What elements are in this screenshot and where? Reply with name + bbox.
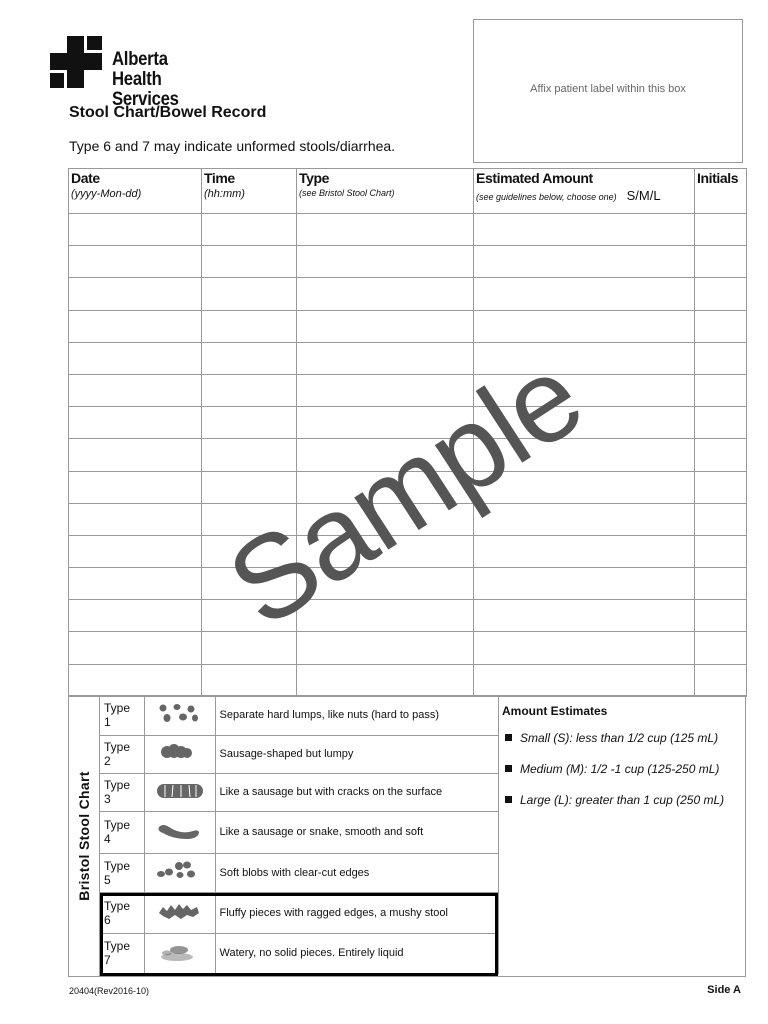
record-cell-date[interactable] <box>69 407 202 439</box>
record-row <box>69 374 747 406</box>
record-cell-type[interactable] <box>297 535 474 567</box>
col-initials-header: Initials <box>695 169 747 214</box>
record-cell-initials[interactable] <box>695 407 747 439</box>
record-cell-time[interactable] <box>202 439 297 471</box>
amount-item-medium: Medium (M): 1/2 -1 cup (125-250 mL) <box>502 762 746 793</box>
stool-type-image-cell <box>144 773 215 811</box>
record-cell-amount[interactable] <box>474 342 695 374</box>
record-cell-amount[interactable] <box>474 407 695 439</box>
sample-watermark: Sample <box>206 330 604 653</box>
record-cell-initials[interactable] <box>695 374 747 406</box>
record-cell-initials[interactable] <box>695 214 747 246</box>
bullet-icon <box>505 765 512 772</box>
bullet-icon <box>505 796 512 803</box>
stool-type-label: Type 5 <box>100 853 144 892</box>
record-cell-type[interactable] <box>297 568 474 600</box>
record-row <box>69 535 747 567</box>
record-cell-amount[interactable] <box>474 664 695 696</box>
record-row <box>69 471 747 503</box>
stool-type-row <box>100 696 498 735</box>
record-cell-initials[interactable] <box>695 535 747 567</box>
stool-type-description: Watery, no solid pieces. Entirely liquid <box>215 933 498 973</box>
record-cell-amount[interactable] <box>474 632 695 664</box>
stool-type-label: Type 1 <box>100 696 144 735</box>
record-row <box>69 632 747 664</box>
record-row <box>69 568 747 600</box>
org-name-line2: Services <box>112 89 179 110</box>
stool-type-label: Type 4 <box>100 811 144 853</box>
record-cell-time[interactable] <box>202 246 297 278</box>
record-row <box>69 310 747 342</box>
record-cell-time[interactable] <box>202 664 297 696</box>
record-cell-date[interactable] <box>69 310 202 342</box>
record-cell-type[interactable] <box>297 278 474 310</box>
amount-estimates <box>502 704 746 824</box>
record-cell-date[interactable] <box>69 214 202 246</box>
diarrhea-highlight-box <box>100 893 498 976</box>
ahs-logo <box>50 36 230 110</box>
stool-type-label: Type 2 <box>100 735 144 773</box>
record-cell-type[interactable] <box>297 632 474 664</box>
form-code: 20404(Rev2016-10) <box>69 986 150 996</box>
org-name <box>112 50 216 110</box>
record-cell-time[interactable] <box>202 471 297 503</box>
soft-blobs-icon <box>153 859 207 883</box>
record-cell-amount[interactable] <box>474 600 695 632</box>
stool-type-label: Type 3 <box>100 773 144 811</box>
stool-type-image-cell <box>144 735 215 773</box>
col-amount-header: Estimated Amount (see guidelines below, choose one) S/M/L <box>474 169 695 214</box>
record-cell-amount[interactable] <box>474 568 695 600</box>
record-cell-time[interactable] <box>202 278 297 310</box>
record-cell-type[interactable] <box>297 342 474 374</box>
smooth-sausage-icon <box>153 819 207 843</box>
record-cell-initials[interactable] <box>695 342 747 374</box>
record-row <box>69 214 747 246</box>
stool-type-row <box>100 853 498 892</box>
separate-lumps-icon <box>153 702 207 726</box>
cracked-sausage-icon <box>153 779 207 803</box>
record-cell-initials[interactable] <box>695 632 747 664</box>
stool-type-row <box>100 735 498 773</box>
stool-type-image-cell <box>144 853 215 892</box>
stool-type-description: Sausage-shaped but lumpy <box>215 735 498 773</box>
amount-estimates-title: Amount Estimates <box>502 704 608 718</box>
record-cell-amount[interactable] <box>474 278 695 310</box>
col-type-header: Type (see Bristol Stool Chart) <box>297 169 474 214</box>
record-row <box>69 407 747 439</box>
bullet-icon <box>505 734 512 741</box>
stool-type-description: Fluffy pieces with ragged edges, a mushy stool <box>215 892 498 933</box>
record-cell-time[interactable] <box>202 632 297 664</box>
stool-type-description: Like a sausage but with cracks on the surface <box>215 773 498 811</box>
record-cell-initials[interactable] <box>695 246 747 278</box>
col-date-header: Date (yyyy-Mon-dd) <box>69 169 202 214</box>
record-cell-initials[interactable] <box>695 439 747 471</box>
record-row <box>69 600 747 632</box>
record-cell-amount[interactable] <box>474 214 695 246</box>
record-row <box>69 439 747 471</box>
record-header-row <box>69 169 747 214</box>
record-cell-date[interactable] <box>69 246 202 278</box>
record-cell-initials[interactable] <box>695 664 747 696</box>
record-cell-date[interactable] <box>69 278 202 310</box>
stool-type-image-cell <box>144 811 215 853</box>
bristol-label: Bristol Stool Chart <box>76 771 92 901</box>
record-cell-type[interactable] <box>297 600 474 632</box>
record-cell-time[interactable] <box>202 407 297 439</box>
record-cell-date[interactable] <box>69 632 202 664</box>
record-cell-type[interactable] <box>297 664 474 696</box>
record-cell-date[interactable] <box>69 600 202 632</box>
record-cell-date[interactable] <box>69 664 202 696</box>
stool-type-row <box>100 811 498 853</box>
stool-type-image-cell <box>144 696 215 735</box>
record-cell-time[interactable] <box>202 503 297 535</box>
stool-type-label: Type 7 <box>100 933 144 973</box>
amount-item-large: Large (L): greater than 1 cup (250 mL) <box>502 793 746 824</box>
record-cell-type[interactable] <box>297 439 474 471</box>
patient-label-hint: Affix patient label within this box <box>530 83 686 95</box>
record-cell-amount[interactable] <box>474 535 695 567</box>
record-row <box>69 664 747 696</box>
record-row <box>69 503 747 535</box>
record-cell-initials[interactable] <box>695 278 747 310</box>
record-row <box>69 278 747 310</box>
record-cell-amount[interactable] <box>474 439 695 471</box>
amount-item-small: Small (S): less than 1/2 cup (125 mL) <box>502 731 746 762</box>
record-cell-date[interactable] <box>69 374 202 406</box>
lumpy-sausage-icon <box>153 741 207 765</box>
record-cell-type[interactable] <box>297 374 474 406</box>
ahs-logo-mark-icon <box>50 36 102 88</box>
form-note: Type 6 and 7 may indicate unformed stools/diarrhea. <box>69 138 396 154</box>
record-cell-type[interactable] <box>297 471 474 503</box>
record-cell-amount[interactable] <box>474 374 695 406</box>
record-cell-amount[interactable] <box>474 310 695 342</box>
record-row <box>69 342 747 374</box>
stool-type-description: Separate hard lumps, like nuts (hard to pass) <box>215 696 498 735</box>
record-cell-date[interactable] <box>69 471 202 503</box>
record-cell-time[interactable] <box>202 214 297 246</box>
record-cell-initials[interactable] <box>695 503 747 535</box>
stool-type-description: Soft blobs with clear-cut edges <box>215 853 498 892</box>
record-cell-date[interactable] <box>69 568 202 600</box>
record-cell-type[interactable] <box>297 214 474 246</box>
col-time-header: Time (hh:mm) <box>202 169 297 214</box>
bristol-label-cell <box>69 696 100 976</box>
bowel-record-table <box>68 168 747 697</box>
record-cell-time[interactable] <box>202 342 297 374</box>
record-cell-time[interactable] <box>202 568 297 600</box>
stool-type-description: Like a sausage or snake, smooth and soft <box>215 811 498 853</box>
sml-label: S/M/L <box>626 188 661 203</box>
record-cell-initials[interactable] <box>695 568 747 600</box>
record-cell-initials[interactable] <box>695 600 747 632</box>
org-name-line1: Alberta Health <box>112 49 168 90</box>
record-cell-type[interactable] <box>297 310 474 342</box>
record-cell-date[interactable] <box>69 342 202 374</box>
form-title: Stool Chart/Bowel Record <box>69 104 267 121</box>
stool-type-label: Type 6 <box>100 892 144 933</box>
record-cell-type[interactable] <box>297 246 474 278</box>
record-cell-date[interactable] <box>69 535 202 567</box>
record-cell-amount[interactable] <box>474 471 695 503</box>
record-cell-type[interactable] <box>297 407 474 439</box>
record-cell-time[interactable] <box>202 310 297 342</box>
record-cell-time[interactable] <box>202 600 297 632</box>
record-cell-date[interactable] <box>69 439 202 471</box>
record-cell-time[interactable] <box>202 374 297 406</box>
record-cell-date[interactable] <box>69 503 202 535</box>
patient-label-box <box>473 19 743 163</box>
record-cell-amount[interactable] <box>474 246 695 278</box>
record-cell-type[interactable] <box>297 503 474 535</box>
record-cell-initials[interactable] <box>695 471 747 503</box>
stool-type-row <box>100 773 498 811</box>
record-cell-amount[interactable] <box>474 503 695 535</box>
record-cell-time[interactable] <box>202 535 297 567</box>
side-label: Side A <box>707 984 741 996</box>
record-row <box>69 246 747 278</box>
record-cell-initials[interactable] <box>695 310 747 342</box>
